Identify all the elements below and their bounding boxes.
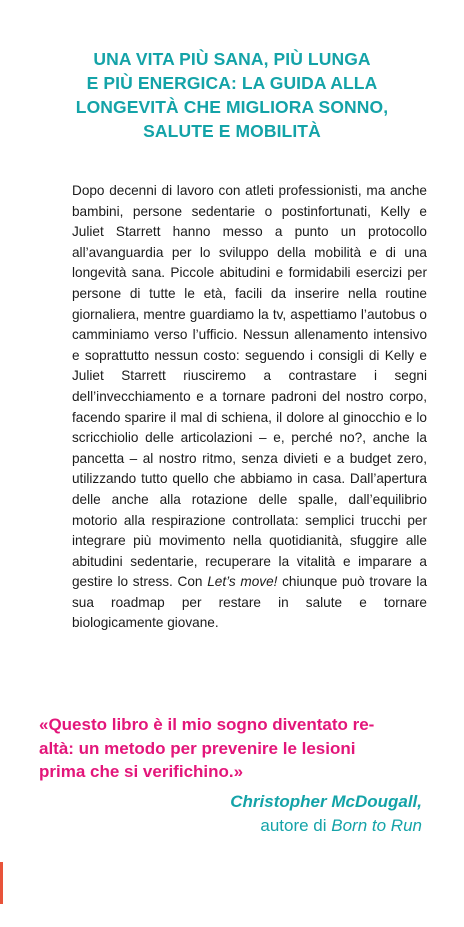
quote-attribution [42, 790, 422, 837]
quote-line: «Questo libro è il mio sogno diventato re- [39, 715, 375, 734]
headline-line: LONGEVITÀ CHE MIGLIORA SONNO, [75, 97, 389, 117]
blurb-ending: chiunque può trovare la sua roadmap per restare in salute e tornare biologicamente giovane. [72, 574, 428, 631]
headline-line: SALUTE E MOBILITÀ [143, 121, 321, 141]
attribution-book: Born to Run [331, 815, 422, 835]
quote-line: altà: un metodo per prevenire le lesioni [39, 738, 356, 758]
pull-quote [39, 713, 439, 784]
headline-line: E PIÙ ENERGICA: LA GUIDA ALLA [86, 73, 378, 93]
blurb-paragraph [72, 181, 427, 634]
headline [20, 47, 444, 143]
attribution-name: Christopher McDougall, [230, 792, 422, 811]
quote-line: prima che si verifichino.» [39, 762, 244, 781]
blurb-main: Dopo decenni di lavoro con atleti professionisti, ma anche bambini, persone sedentarie o postinfortunati, Kelly e Juliet Starrett hanno messo a punto un protocollo all’avanguardia per lo sviluppo della mobilità e di una longevità sana. Piccole abitudini e formidabili esercizi per persone di tutte le età, facili da inserire nella routine giornaliera, mentre guardiamo la tv, aspettiamo l’autobus o camminiamo verso l’ufficio. Nessun allenamento intensivo e soprattutto nessun costo: seguendo i consigli di Kelly e Juliet Starrett riusciremo a contrastare i segni dell’invecchiamento e a tornare padroni del nostro corpo, facendo sparire il mal di schiena, il dolore al ginocchio e lo scricchiolio delle articolazioni – e, perché no?, anche la pancetta – al nostro ritmo, senza divieti e a budget zero, utilizzando tutto quello che abbiamo in casa. Dall’apertura delle anche alla rotazione delle spalle, dall’equilibrio motorio alla respirazione controllata: semplici trucchi per integrare più movimento nella quotidianità, sfuggire alle abitudini sedentarie, recuperare la vitalità e imparare a gestire lo stress. Con [72, 183, 427, 590]
attribution-role [42, 814, 422, 838]
book-title-italic: Let’s move! [207, 574, 278, 590]
edge-color-mark [0, 862, 3, 904]
headline-line: UNA VITA PIÙ SANA, PIÙ LUNGA [93, 49, 371, 69]
attribution-role-prefix: autore di [260, 815, 327, 835]
